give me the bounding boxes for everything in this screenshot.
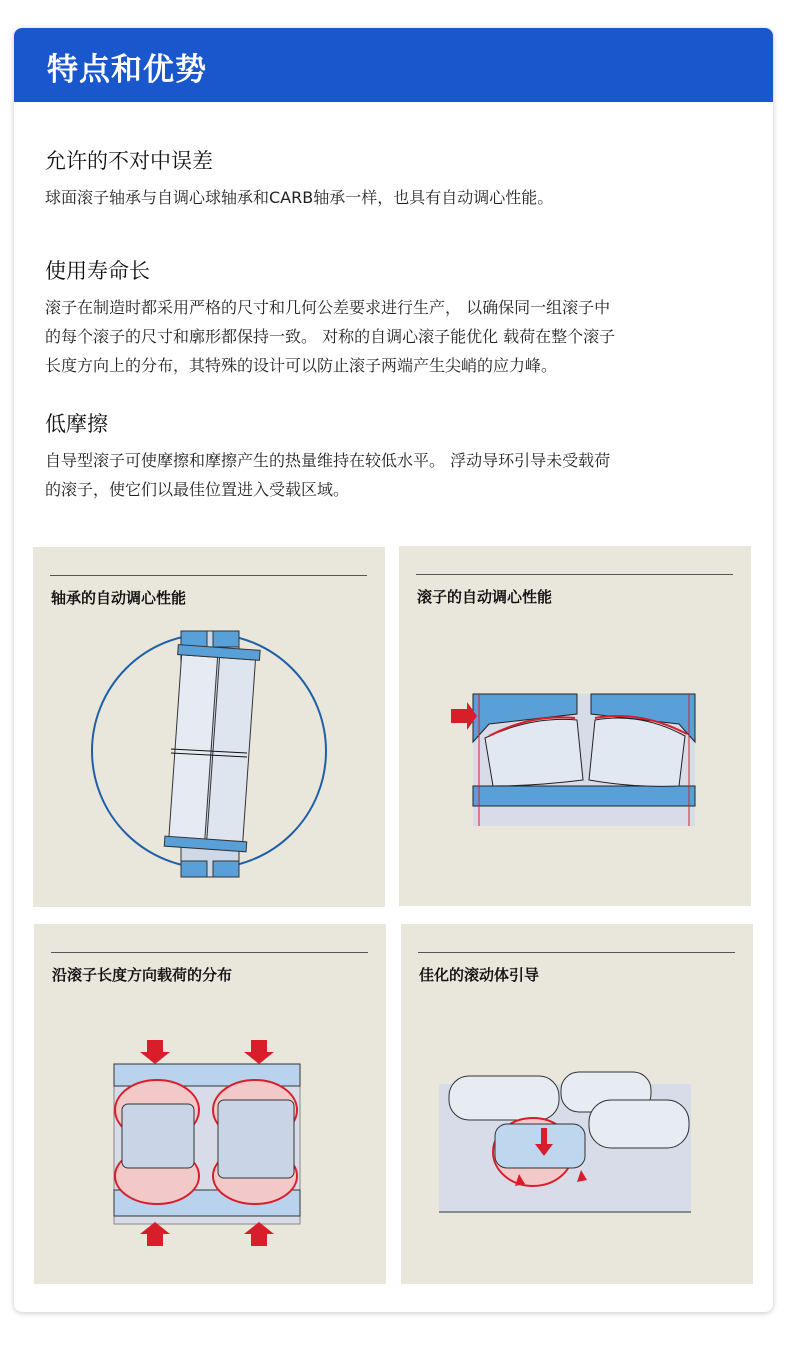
feature-misalignment	[45, 145, 725, 212]
feature-title: 使用寿命长	[45, 259, 150, 283]
panel-title: 轴承的自动调心性能	[51, 589, 187, 607]
feature-description	[45, 293, 725, 380]
feature-description	[45, 183, 725, 212]
feature-low-friction	[45, 408, 725, 504]
feature-title: 低摩擦	[45, 412, 108, 436]
panel-roller-guidance	[401, 924, 753, 1284]
feature-line: 的每个滚子的尺寸和廓形都保持一致。 对称的自调心滚子能优化 载荷在整个滚子	[45, 327, 616, 346]
bearing-alignment-diagram	[33, 547, 385, 907]
feature-title: 允许的不对中误差	[45, 149, 213, 173]
panel-title: 佳化的滚动体引导	[419, 966, 540, 984]
roller-guidance-diagram	[401, 924, 753, 1284]
panel-title: 沿滚子长度方向载荷的分布	[52, 966, 233, 984]
feature-line: 自导型滚子可使摩擦和摩擦产生的热量维持在较低水平。 浮动导环引导未受载荷	[45, 451, 611, 470]
panel-title: 滚子的自动调心性能	[417, 588, 553, 606]
feature-line: 的滚子，使它们以最佳位置进入受载区域。	[45, 480, 350, 499]
panel-bearing-self-alignment	[33, 547, 385, 907]
section-header	[14, 28, 773, 102]
feature-description	[45, 446, 725, 504]
load-distribution-diagram	[34, 924, 386, 1284]
feature-line: 球面滚子轴承与自调心球轴承和CARB轴承一样，也具有自动调心性能。	[45, 188, 554, 207]
roller-alignment-diagram	[399, 546, 751, 906]
feature-line: 滚子在制造时都采用严格的尺寸和几何公差要求进行生产， 以确保同一组滚子中	[45, 298, 611, 317]
feature-long-life	[45, 255, 725, 380]
panel-load-distribution	[34, 924, 386, 1284]
panel-roller-self-alignment	[399, 546, 751, 906]
feature-line: 长度方向上的分布，其特殊的设计可以防止滚子两端产生尖峭的应力峰。	[45, 356, 558, 375]
section-title: 特点和优势	[47, 52, 207, 88]
